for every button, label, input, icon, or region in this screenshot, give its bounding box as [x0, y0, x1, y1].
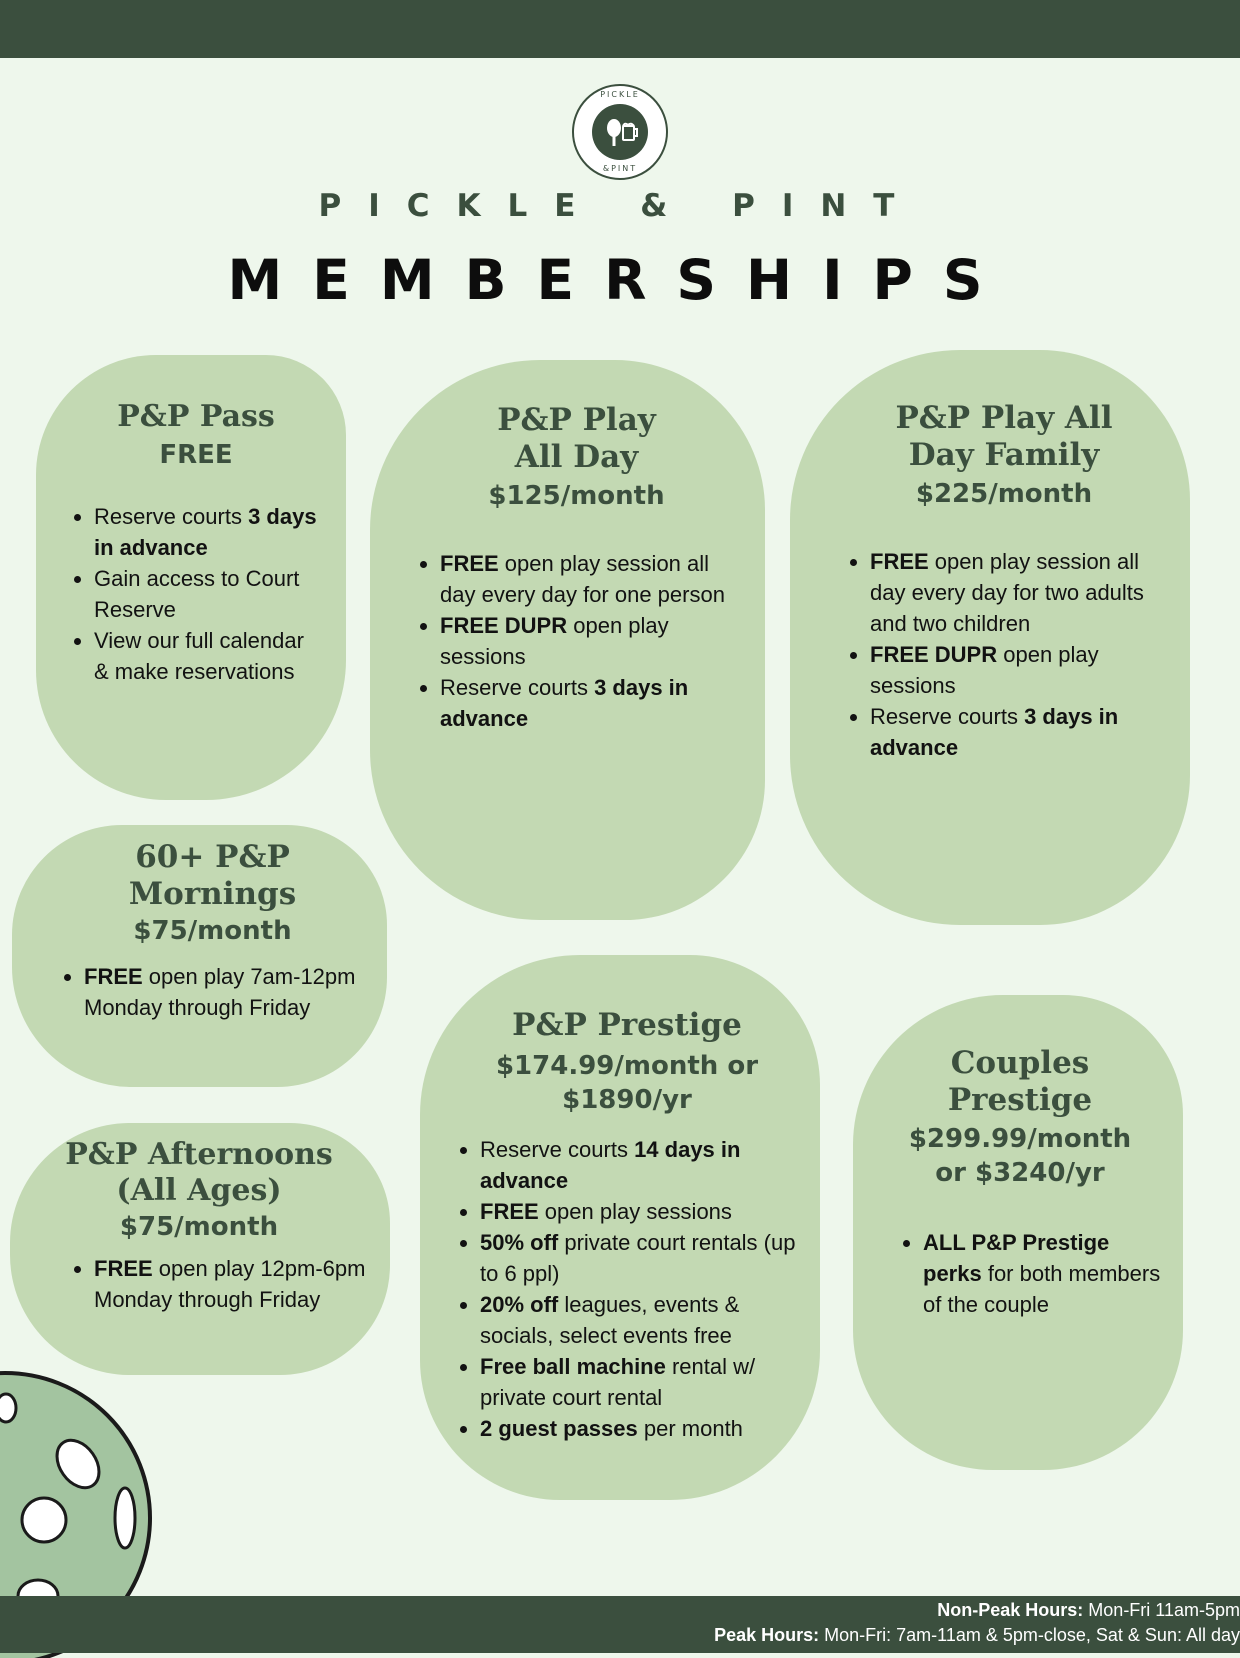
- perk-list: [844, 546, 1164, 763]
- perk-item: • 20% off leagues, events & socials, select events free: [480, 1289, 800, 1351]
- card-title: P&P Play All Day: [497, 402, 656, 476]
- perk-item: • FREE DUPR open play sessions: [870, 639, 1164, 701]
- perk-item: • Reserve courts 14 days in advance: [480, 1134, 800, 1196]
- top-banner: [0, 0, 1240, 58]
- perk-item: • FREE open play session all day every day for one person: [440, 548, 739, 610]
- perk-item: • 2 guest passes per month: [480, 1413, 800, 1444]
- card-title: P&P Pass: [117, 399, 275, 434]
- perk-item: • FREE open play sessions: [480, 1196, 800, 1227]
- perk-list: [68, 1253, 370, 1315]
- page-title: MEMBERSHIPS: [227, 248, 1013, 312]
- brand-name: PICKLE & PINT: [318, 188, 922, 224]
- logo-bottom-text: &PINT: [602, 164, 638, 173]
- card-title: P&P Afternoons (All Ages): [65, 1137, 333, 1208]
- hours-info: [714, 1598, 1240, 1648]
- perk-list: [414, 548, 739, 734]
- card-price: $225/month: [915, 479, 1093, 510]
- perk-item: • FREE open play 12pm-6pm Monday through Friday: [94, 1253, 370, 1315]
- perk-item: • FREE DUPR open play sessions: [440, 610, 739, 672]
- pickle-and-pint-logo: [572, 84, 668, 180]
- logo-emblem: [592, 104, 648, 160]
- membership-card-play-family: [790, 350, 1190, 925]
- card-price: $75/month: [119, 1212, 279, 1242]
- card-price: FREE: [159, 440, 233, 470]
- perk-list: [897, 1227, 1165, 1320]
- card-title: 60+ P&P Mornings: [128, 839, 297, 913]
- perk-list: [58, 961, 367, 1023]
- card-title: Couples Prestige: [947, 1045, 1093, 1119]
- perk-item: • Reserve courts 3 days in advance: [94, 501, 324, 563]
- card-title: P&P Prestige: [512, 1007, 742, 1043]
- perk-list: [454, 1134, 800, 1444]
- perk-item: • Gain access to Court Reserve: [94, 563, 324, 625]
- membership-card-mornings: [12, 825, 387, 1087]
- card-price: $299.99/month or $3240/yr: [908, 1124, 1132, 1189]
- card-price: $75/month: [133, 916, 292, 947]
- membership-card-couples: [853, 995, 1183, 1470]
- peak-hours: Peak Hours: Mon-Fri: 7am-11am & 5pm-close, Sat & Sun: All day: [714, 1625, 1240, 1645]
- perk-item: • Reserve courts 3 days in advance: [440, 672, 739, 734]
- perk-item: • FREE open play 7am-12pm Monday through Friday: [84, 961, 367, 1023]
- non-peak-hours: Non-Peak Hours: Mon-Fri 11am-5pm: [937, 1600, 1240, 1620]
- membership-card-afternoons: [10, 1123, 390, 1375]
- perk-item: • FREE open play session all day every day for two adults and two children: [870, 546, 1164, 639]
- perk-item: • 50% off private court rentals (up to 6 ppl): [480, 1227, 800, 1289]
- membership-card-pass: [36, 355, 346, 800]
- logo-top-text: PICKLE: [600, 90, 640, 99]
- perk-list: [68, 501, 324, 687]
- perk-item: • Reserve courts 3 days in advance: [870, 701, 1164, 763]
- card-price: $174.99/month or $1890/yr: [495, 1051, 759, 1115]
- perk-item: • ALL P&P Prestige perks for both members of the couple: [923, 1227, 1165, 1320]
- membership-card-prestige: [420, 955, 820, 1500]
- perk-item: • View our full calendar & make reservations: [94, 625, 324, 687]
- card-title: P&P Play All Day Family: [895, 400, 1113, 474]
- perk-item: • Free ball machine rental w/ private court rental: [480, 1351, 800, 1413]
- card-price: $125/month: [488, 481, 665, 512]
- membership-card-play-all-day: [370, 360, 765, 920]
